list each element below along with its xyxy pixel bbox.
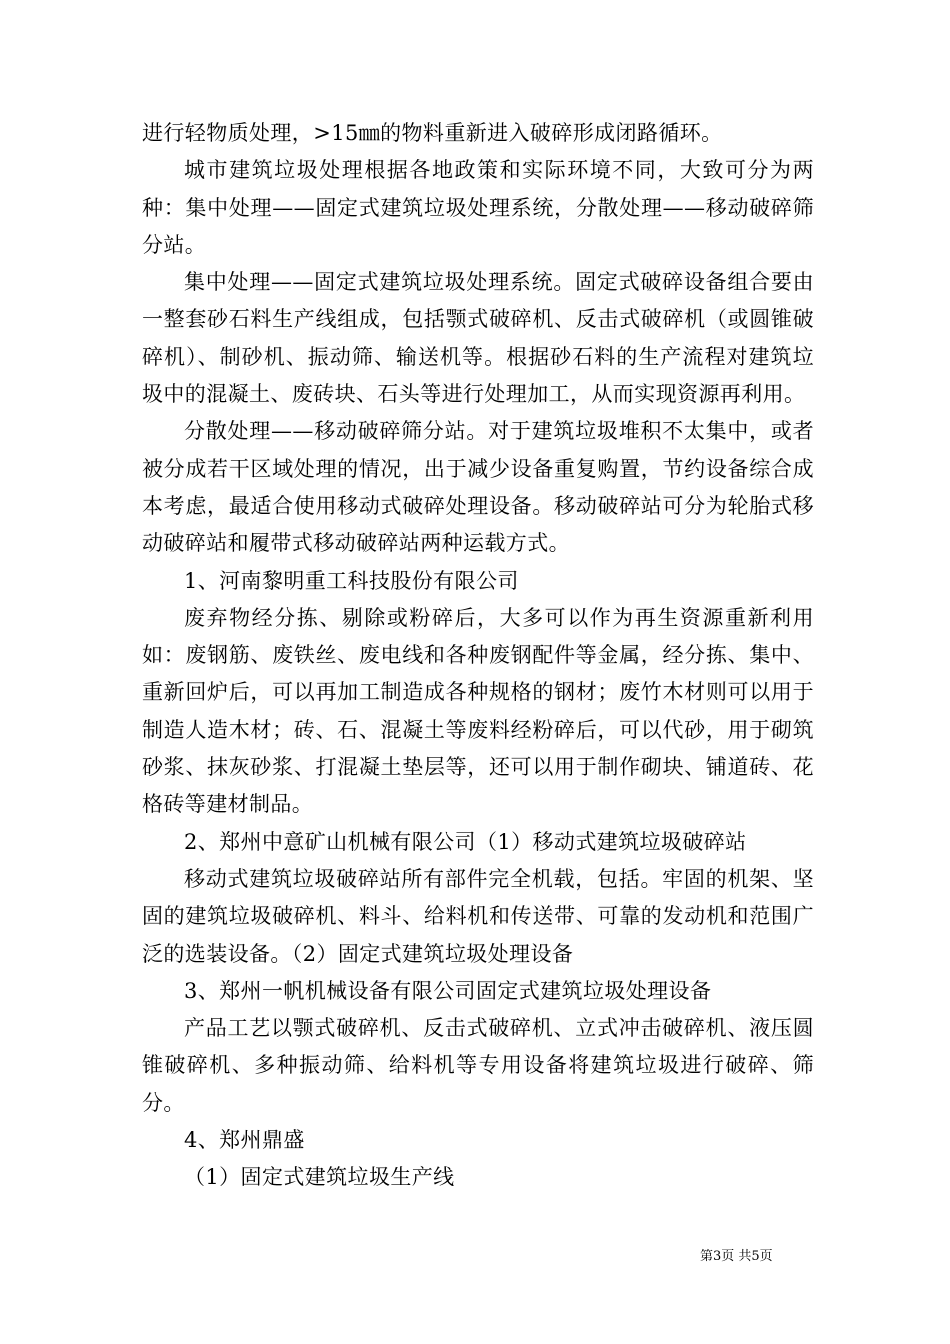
heading-company-2: 2、郑州中意矿山机械有限公司（1）移动式建筑垃圾破碎站 [184, 829, 747, 854]
page-number-footer: 第3页 共5页 [700, 1249, 773, 1264]
paragraph-6: 移动式建筑垃圾破碎站所有部件完全机载，包括。牢固的机架、坚固的建筑垃圾破碎机、料斗、给料机和传送带、可靠的发动机和范围广泛的选装设备。（2）固定式建筑垃圾处理设备 [142, 866, 814, 966]
heading-company-3: 3、郑州一帆机械设备有限公司固定式建筑垃圾处理设备 [184, 978, 712, 1003]
paragraph-4: 分散处理——移动破碎筛分站。对于建筑垃圾堆积不太集中，或者被分成若干区域处理的情况，出于减少设备重复购置，节约设备综合成本考虑，最适合使用移动式破碎处理设备。移动破碎站可分为轮胎式移动破碎站和履带式移动破碎站两种运载方式。 [142, 419, 814, 556]
paragraph-3: 集中处理——固定式建筑垃圾处理系统。固定式破碎设备组合要由一整套砂石料生产线组成，包括颚式破碎机、反击式破碎机（或圆锥破碎机）、制砂机、振动筛、输送机等。根据砂石料的生产流程对建筑垃圾中的混凝土、废砖块、石头等进行处理加工，从而实现资源再利用。 [142, 270, 814, 407]
subheading-1: （1）固定式建筑垃圾生产线 [184, 1165, 455, 1190]
paragraph-7: 产品工艺以颚式破碎机、反击式破碎机、立式冲击破碎机、液压圆锥破碎机、多种振动筛、给料机等专用设备将建筑垃圾进行破碎、筛分。 [142, 1016, 814, 1115]
heading-company-4: 4、郑州鼎盛 [184, 1128, 305, 1153]
document-body [142, 115, 814, 1197]
paragraph-1: 进行轻物质处理，>15㎜的物料重新进入破碎形成闭路循环。 [142, 121, 723, 145]
paragraph-5: 废弃物经分拣、剔除或粉碎后，大多可以作为再生资源重新利用如：废钢筋、废铁丝、废电线和各种废钢配件等金属，经分拣、集中、重新回炉后，可以再加工制造成各种规格的钢材；废竹木材则可以用于制造人造木材；砖、石、混凝土等废料经粉碎后，可以代砂，用于砌筑砂浆、抹灰砂浆、打混凝土垫层等，还可以用于制作砌块、铺道砖、花格砖等建材制品。 [142, 605, 814, 817]
heading-company-1: 1、河南黎明重工科技股份有限公司 [184, 568, 519, 593]
paragraph-2: 城市建筑垃圾处理根据各地政策和实际环境不同，大致可分为两种：集中处理——固定式建筑垃圾处理系统，分散处理——移动破碎筛分站。 [142, 158, 814, 257]
